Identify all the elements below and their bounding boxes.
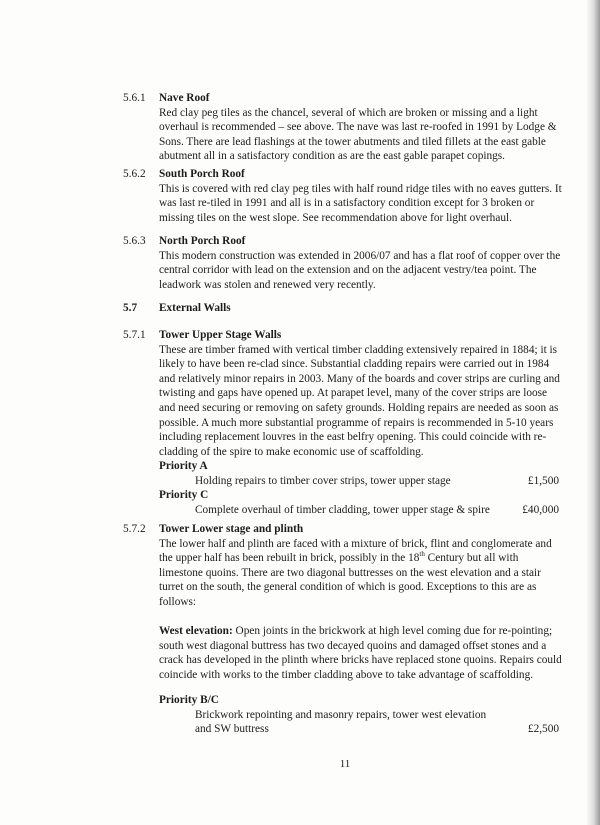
priority-description: Brickwork repointing and masonry repairs, tower west elevation [195, 708, 487, 721]
west-elevation-paragraph: West elevation: Open joints in the brickwork at high level coming due for re-pointing; south west diagonal buttress has two decayed quoins and damaged offset stones and a crack has developed in the plinth where bricks have replaced stone quoins. Repairs could coincide with works to the timber cladding above to take advantage of scaffolding. [159, 625, 562, 681]
priority-list [159, 459, 559, 517]
priority-list [159, 693, 559, 737]
section-body: This is covered with red clay peg tiles with half round ridge tiles with no eaves gutters. It was last re-tiled in 1991 and all is in a satisfactory condition except for 3 broken or missing tiles on the west slope. See recommendation above for light overhaul. [159, 182, 562, 224]
priority-description: and SW buttress [195, 723, 269, 736]
page-number: 11 [339, 758, 351, 770]
priority-item [159, 503, 559, 518]
section-number: 5.6.3 [123, 235, 146, 247]
section-heading: Tower Lower stage and plinth [159, 523, 304, 535]
priority-description: Holding repairs to timber cover strips, tower upper stage [195, 474, 451, 487]
section-number: 5.6.1 [123, 92, 146, 104]
priority-label: Priority B/C [159, 694, 219, 706]
section-body: This modern construction was extended in 2006/07 and has a flat roof of copper over the central corridor with lead on the extension and on the adjacent vestry/tea point. The leadwork was stolen and renewed very recently. [159, 249, 561, 291]
section-heading: Nave Roof [159, 92, 210, 104]
priority-description: Complete overhaul of timber cladding, tower upper stage & spire [195, 503, 490, 516]
priority-item [159, 722, 559, 737]
section-body: These are timber framed with vertical timber cladding extensively repaired in 1884; it is likely to have been re-clad since. Substantial cladding repairs were carried out in 1984 and relatively minor repairs in 2003. Many of the boards and cover strips are curling and twisting and gaps have opened up. At parapet level, many of the cover strips are loose and need securing or removing on safety grounds. Holding repairs are needed as soon as possible. A much more substantial programme of repairs is recommended in 5-10 years including replacement louvres in the east belfry opening. This could coincide with re-cladding of the spire to make economic use of scaffolding. [159, 343, 560, 458]
priority-amount: £1,500 [527, 474, 559, 487]
section-number: 5.7 [123, 302, 138, 314]
section-body: The lower half and plinth are faced with a mixture of brick, flint and conglomerate and the upper half has been rebuilt in brick, possibly in the 18th Century but all with limestone quoins. There are two diagonal buttresses on the west elevation and a stair turret on the south, the general condition of which is good. Exceptions to this are as follows: West elevation: Open joints in the brickwork at high level coming due for re-pointing; south west diagonal buttress has two decayed quoins and damaged offset stones and a crack has developed in the plinth where bricks have replaced stone quoins. Repairs could coincide with works to the timber cladding above to take advantage of scaffolding. [159, 537, 564, 683]
section-heading: South Porch Roof [159, 168, 245, 180]
section-heading: North Porch Roof [159, 235, 246, 247]
section-heading: Tower Upper Stage Walls [159, 329, 282, 341]
priority-amount: £40,000 [522, 503, 559, 516]
priority-label: Priority C [159, 489, 209, 502]
section-number: 5.7.2 [123, 523, 146, 535]
section-number: 5.6.2 [123, 168, 146, 180]
page-edge-shadow [586, 0, 600, 825]
priority-item [159, 474, 559, 489]
priority-item [159, 708, 559, 723]
section-heading: External Walls [159, 302, 231, 314]
priority-amount: £2,500 [527, 723, 559, 736]
section-number: 5.7.1 [123, 329, 146, 341]
section-body: Red clay peg tiles as the chancel, several of which are broken or missing and a light overhaul is recommended – see above. The nave was last re-roofed in 1991 by Lodge & Sons. There are lead flashings at the tower abutments and tiled fillets at the east gable abutment all in a satisfactory condition as are the east gable parapet copings. [159, 106, 557, 163]
priority-label: Priority A [159, 460, 208, 472]
west-elevation-label: West elevation: [159, 625, 233, 638]
